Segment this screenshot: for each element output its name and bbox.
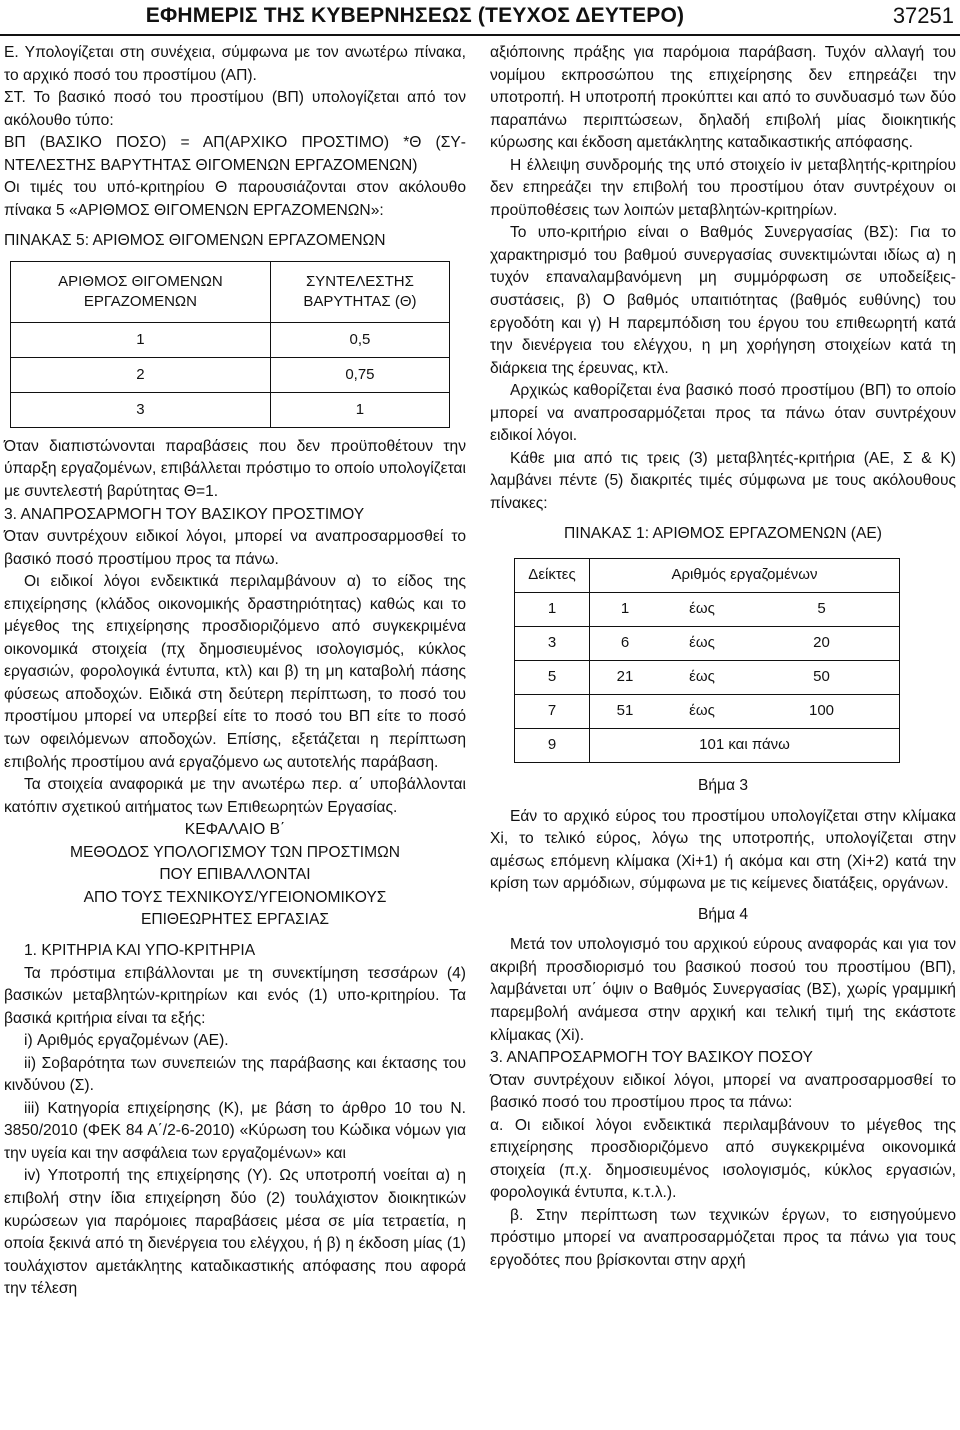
paragraph: Ε. Υπολογίζεται στη συνέχεια, σύμφωνα με τον ανωτέρω πίνακα, το αρχικό ποσό του προστίμου (ΑΠ).	[4, 44, 466, 84]
table-cell: 7	[515, 695, 590, 729]
chapter-heading-line: ΑΠΟ ΤΟΥΣ ΤΕΧΝΙΚΟΥΣ/ΥΓΕΙΟΝΟΜΙΚΟΥΣ	[83, 888, 387, 906]
table-cell: έως	[660, 627, 744, 661]
table-cell: 20	[744, 627, 900, 661]
chapter-heading-line: ΠΟΥ ΕΠΙΒΑΛΛΟΝΤΑΙ	[159, 866, 311, 884]
gazette-title: ΕΦΗΜΕΡΙΣ ΤΗΣ ΚΥΒΕΡΝΗΣΕΩΣ (ΤΕΥΧΟΣ ΔΕΥΤΕΡΟ)	[145, 4, 685, 27]
paragraph: Κάθε μια από τις τρεις (3) μεταβλητές-κριτήρια (ΑΕ, Σ & Κ) λαμβάνει πέντε (5) διακριτές τιμές σύμφωνα με τους ακόλουθους πίνακες:	[490, 449, 956, 512]
table-cell: 1	[270, 392, 449, 427]
table-cell: 1	[590, 593, 661, 627]
section-heading: 3. ΑΝΑΠΡΟΣΑΡΜΟΓΗ ΤΟΥ ΒΑΣΙΚΟΥ ΠΟΣΟΥ	[490, 1049, 813, 1067]
paragraph: Οι τιμές του υπό-κριτηρίου Θ παρουσιάζονται στον ακόλουθο πίνακα 5 «ΑΡΙΘΜΟΣ ΘΙΓΟΜΕΝΩΝ ΕΡΓΑΖΟΜΕΝΩΝ»:	[4, 179, 466, 219]
paragraph: Το υπο-κριτήριο είναι ο Βαθμός Συνεργασίας (ΒΣ): Για το χαρακτηρισμό του βαθμού συνεργασίας συνεκτιμώνται ιδίως α) η τυχόν επαναλαμβανόμενη μη συμμόρφωση σε υποδείξεις-συστάσεις, β) Ο βαθμός υπαιτιότητας (βαθμός ευθύνης) του εργοδότη και γ) Η παρεμπόδιση του έργου του επιθεωρητή κατά την διενέργεια του ελέγχου, η μη χορήγηση στοιχείων κατά τη διάρκεια της έρευνας, κτλ.	[490, 224, 956, 377]
table-5-title: ΠΙΝΑΚΑΣ 5: ΑΡΙΘΜΟΣ ΘΙΓΟΜΕΝΩΝ ΕΡΓΑΖΟΜΕΝΩΝ	[4, 232, 386, 250]
chapter-title: ΚΕΦΑΛΑΙΟ Β΄	[184, 821, 286, 839]
table-cell: έως	[660, 661, 744, 695]
list-item: iii) Κατηγορία επιχείρησης (Κ), με βάση το άρθρο 10 του Ν. 3850/2010 (ΦΕΚ 84 Α΄/2-6-2010) «Κύρωση του Κώδικα νόμων για την υγεία και την ασφάλεια των εργαζομένων» και	[4, 1099, 466, 1162]
table-1	[514, 558, 900, 763]
table-cell: 0,75	[270, 357, 449, 392]
table-cell: έως	[660, 593, 744, 627]
table-row	[515, 593, 900, 627]
table-cell: 6	[590, 627, 661, 661]
table-row	[515, 627, 900, 661]
table-1-title: ΠΙΝΑΚΑΣ 1: ΑΡΙΘΜΟΣ ΕΡΓΑΖΟΜΕΝΩΝ (ΑΕ)	[564, 525, 882, 543]
table-5	[10, 261, 450, 428]
table-row	[11, 392, 450, 427]
right-column	[490, 42, 956, 1273]
table-cell: 21	[590, 661, 661, 695]
step-title: Βήμα 3	[697, 777, 749, 795]
paragraph: Τα πρόστιμα επιβάλλονται με τη συνεκτίμηση τεσσάρων (4) βασικών μεταβλητών-κριτηρίων και ενός (1) υπο-κριτηρίου. Τα βασικά κριτήρια είναι τα εξής:	[4, 964, 466, 1027]
table-row	[11, 357, 450, 392]
page-number: 37251	[892, 3, 954, 28]
table-cell: 3	[11, 392, 271, 427]
paragraph: Όταν διαπιστώνονται παραβάσεις που δεν προϋποθέτουν την ύπαρξη εργαζομένων, επιβάλλεται πρόστιμο το οποίο υπολογίζεται με συντελεστή βαρύτητας Θ=1.	[4, 437, 466, 501]
table-cell: 101 και πάνω	[590, 729, 900, 763]
table-row	[515, 661, 900, 695]
list-item: ii) Σοβαρότητα των συνεπειών της παράβασης και έκτασης του κινδύνου (Σ).	[4, 1054, 466, 1095]
page-header	[0, 0, 960, 36]
paragraph: β. Στην περίπτωση των τεχνικών έργων, το εισηγούμενο πρόστιμο μπορεί να αναπροσαρμόζεται προς τα πάνω για τους εργοδότες που βρίσκονται στην αρχή	[490, 1206, 956, 1269]
paragraph: Εάν το αρχικό εύρος του προστίμου υπολογίζεται στην κλίμακα Χi, το τελικό εύρος, λόγω της υποτροπής, υπολογίζεται στην αμέσως επόμενη κλίμακα (Χi+1) ή ακόμα και στη (Χi+2) κατά την κρίση των αρμόδιων, σύμφωνα με τις κείμενες διατάξεις, οργάνων.	[490, 807, 956, 893]
table-cell: 0,5	[270, 322, 449, 357]
paragraph: Η έλλειψη συνδρομής της υπό στοιχείο iv μεταβλητής-κριτηρίου δεν επηρεάζει την επιβολή του προστίμου όταν συντρέχουν οι προϋποθέσεις των λοιπών μεταβλητών-κριτηρίων.	[490, 156, 956, 219]
section-heading: 3. ΑΝΑΠΡΟΣΑΡΜΟΓΗ ΤΟΥ ΒΑΣΙΚΟΥ ΠΡΟΣΤΙΜΟΥ	[4, 505, 365, 523]
list-item: i) Αριθμός εργαζομένων (ΑΕ).	[24, 1032, 229, 1050]
table-cell: 9	[515, 729, 590, 763]
chapter-heading-line: ΕΠΙΘΕΩΡΗΤΕΣ ΕΡΓΑΣΙΑΣ	[140, 911, 330, 929]
table-1-header-index: Δείκτες	[515, 559, 590, 593]
paragraph: Μετά τον υπολογισμό του αρχικού εύρους αναφοράς και για τον ακριβή προσδιορισμό του βασικού ποσού του προστίμου (ΒΠ), λαμβάνεται υπ΄ όψιν ο Βαθμός Συνεργασίας (ΒΣ), χωρίς γραμμική παρεμβολή ανάμεσα στην αρχική και τελική τιμή της εκάστοτε κλίμακας (Χi).	[490, 936, 956, 1044]
chapter-heading-line: ΜΕΘΟΔΟΣ ΥΠΟΛΟΓΙΣΜΟΥ ΤΩΝ ΠΡΟΣΤΙΜΩΝ	[70, 843, 400, 861]
table-cell: 51	[590, 695, 661, 729]
step-title: Βήμα 4	[697, 905, 749, 923]
table-5-header-workers: ΑΡΙΘΜΟΣ ΘΙΓΟΜΕΝΩΝ ΕΡΓΑΖΟΜΕΝΩΝ	[11, 261, 271, 322]
table-cell: 3	[515, 627, 590, 661]
table-cell: 5	[515, 661, 590, 695]
paragraph: Όταν συντρέχουν ειδικοί λόγοι, μπορεί να αναπροσαρμοσθεί το βασικό ποσό του προστίμου προς τα πάνω:	[490, 1071, 956, 1112]
table-cell: έως	[660, 695, 744, 729]
table-row	[11, 322, 450, 357]
table-cell: 50	[744, 661, 900, 695]
table-5-header-coefficient: ΣΥΝΤΕΛΕΣΤΗΣ ΒΑΡΥΤΗΤΑΣ (Θ)	[270, 261, 449, 322]
paragraph: Αρχικώς καθορίζεται ένα βασικό ποσό προστίμου (ΒΠ) το οποίο μπορεί να αναπροσαρμόζεται προς τα πάνω όταν συντρέχουν ειδικοί λόγοι.	[490, 382, 956, 445]
table-cell: 1	[515, 593, 590, 627]
section-heading: 1. ΚΡΙΤΗΡΙΑ ΚΑΙ ΥΠΟ-ΚΡΙΤΗΡΙΑ	[24, 941, 256, 959]
list-item: iv) Υποτροπή της επιχείρησης (Υ). Ως υποτροπή νοείται α) η επιβολή στην ίδια επιχείρηση δύο (2) τουλάχιστον διοικητικών κυρώσεων για παρόμοιες παραβάσεις μέσα σε μία τετραετία, η οποία ξεκινά από τη διενέργεια του ελέγχου, ή β) η έκδοση μίας (1) τουλάχιστον αμετάκλητης καταδικαστικής απόφασης που αφορά την τέλεση	[4, 1167, 466, 1298]
paragraph: Όταν συντρέχουν ειδικοί λόγοι, μπορεί να αναπροσαρμοσθεί το βασικό ποσό προστίμου προς τα πάνω.	[4, 528, 466, 568]
left-column	[4, 42, 466, 1301]
paragraph: ΣΤ. Το βασικό ποσό του προστίμου (ΒΠ) υπολογίζεται από τον ακόλουθο τύπο:	[4, 89, 466, 129]
table-1-header-workers: Αριθμός εργαζομένων	[590, 559, 900, 593]
paragraph: Τα στοιχεία αναφορικά με την ανωτέρω περ. α΄ υποβάλλονται κατόπιν σχετικού αιτήματος των Επιθεωρητών Εργασίας.	[4, 776, 466, 816]
paragraph: Οι ειδικοί λόγοι ενδεικτικά περιλαμβάνουν α) το είδος της επιχείρησης (κλάδος οικονομικής δραστηριότητας) καθώς και το μέγεθος της επιχείρησης προσδιοριζόμενο από συγκεκριμένα οικονομικά στοιχεία (πχ δημοσιευμένος ισολογισμός, κύκλος εργασιών, φορολογικά έντυπα, κτλ) και β) τη μη καταβολή πάσης φύσεως αποδοχών. Ειδικά στη δεύτερη περίπτωση, το ποσό του προστίμου μπορεί να υπερβεί είτε το ποσό του ΒΠ είτε το ποσό των οφειλόμενων αποδοχών. Επίσης, εξετάζεται η περίπτωση επιβολής προστίμου ανά εργαζόμενο ως αυτοτελής παράβαση.	[4, 573, 466, 771]
paragraph: α. Οι ειδικοί λόγοι ενδεικτικά περιλαμβάνουν το μέγεθος της επιχείρησης προσδιοριζόμενο από συγκεκριμένα οικονομικά στοιχεία (π.χ. δημοσιευμένος ισολογισμός, κύκλος εργασιών, φορολογικά έντυπα, κ.τ.λ.).	[490, 1116, 956, 1202]
table-cell: 100	[744, 695, 900, 729]
table-cell: 2	[11, 357, 271, 392]
table-cell: 1	[11, 322, 271, 357]
paragraph: αξιόποινης πράξης για παρόμοια παράβαση. Τυχόν αλλαγή του νομίμου εκπροσώπου της επιχείρησης δεν επηρεάζει την υποτροπή. Η υποτροπή προκύπτει και από το συνδυασμό των δύο παραπάνω περιπτώσεων, δηλαδή επιβολή μίας διοικητικής κύρωσης και έκδοση αμετάκλητης καταδικαστικής απόφασης.	[490, 44, 956, 152]
formula: ΒΠ (ΒΑΣΙΚΟ ΠΟΣΟ) = ΑΠ(ΑΡΧΙΚΟ ΠΡΟΣΤΙΜΟ) *Θ (ΣΥΝΤΕΛΕΣΤΗΣ ΒΑΡΥΤΗΤΑΣ ΘΙΓΟΜΕΝΩΝ ΕΡΓΑΖΟΜΕΝΩΝ)	[4, 134, 466, 174]
table-row	[515, 729, 900, 763]
table-row	[515, 695, 900, 729]
table-cell: 5	[744, 593, 900, 627]
